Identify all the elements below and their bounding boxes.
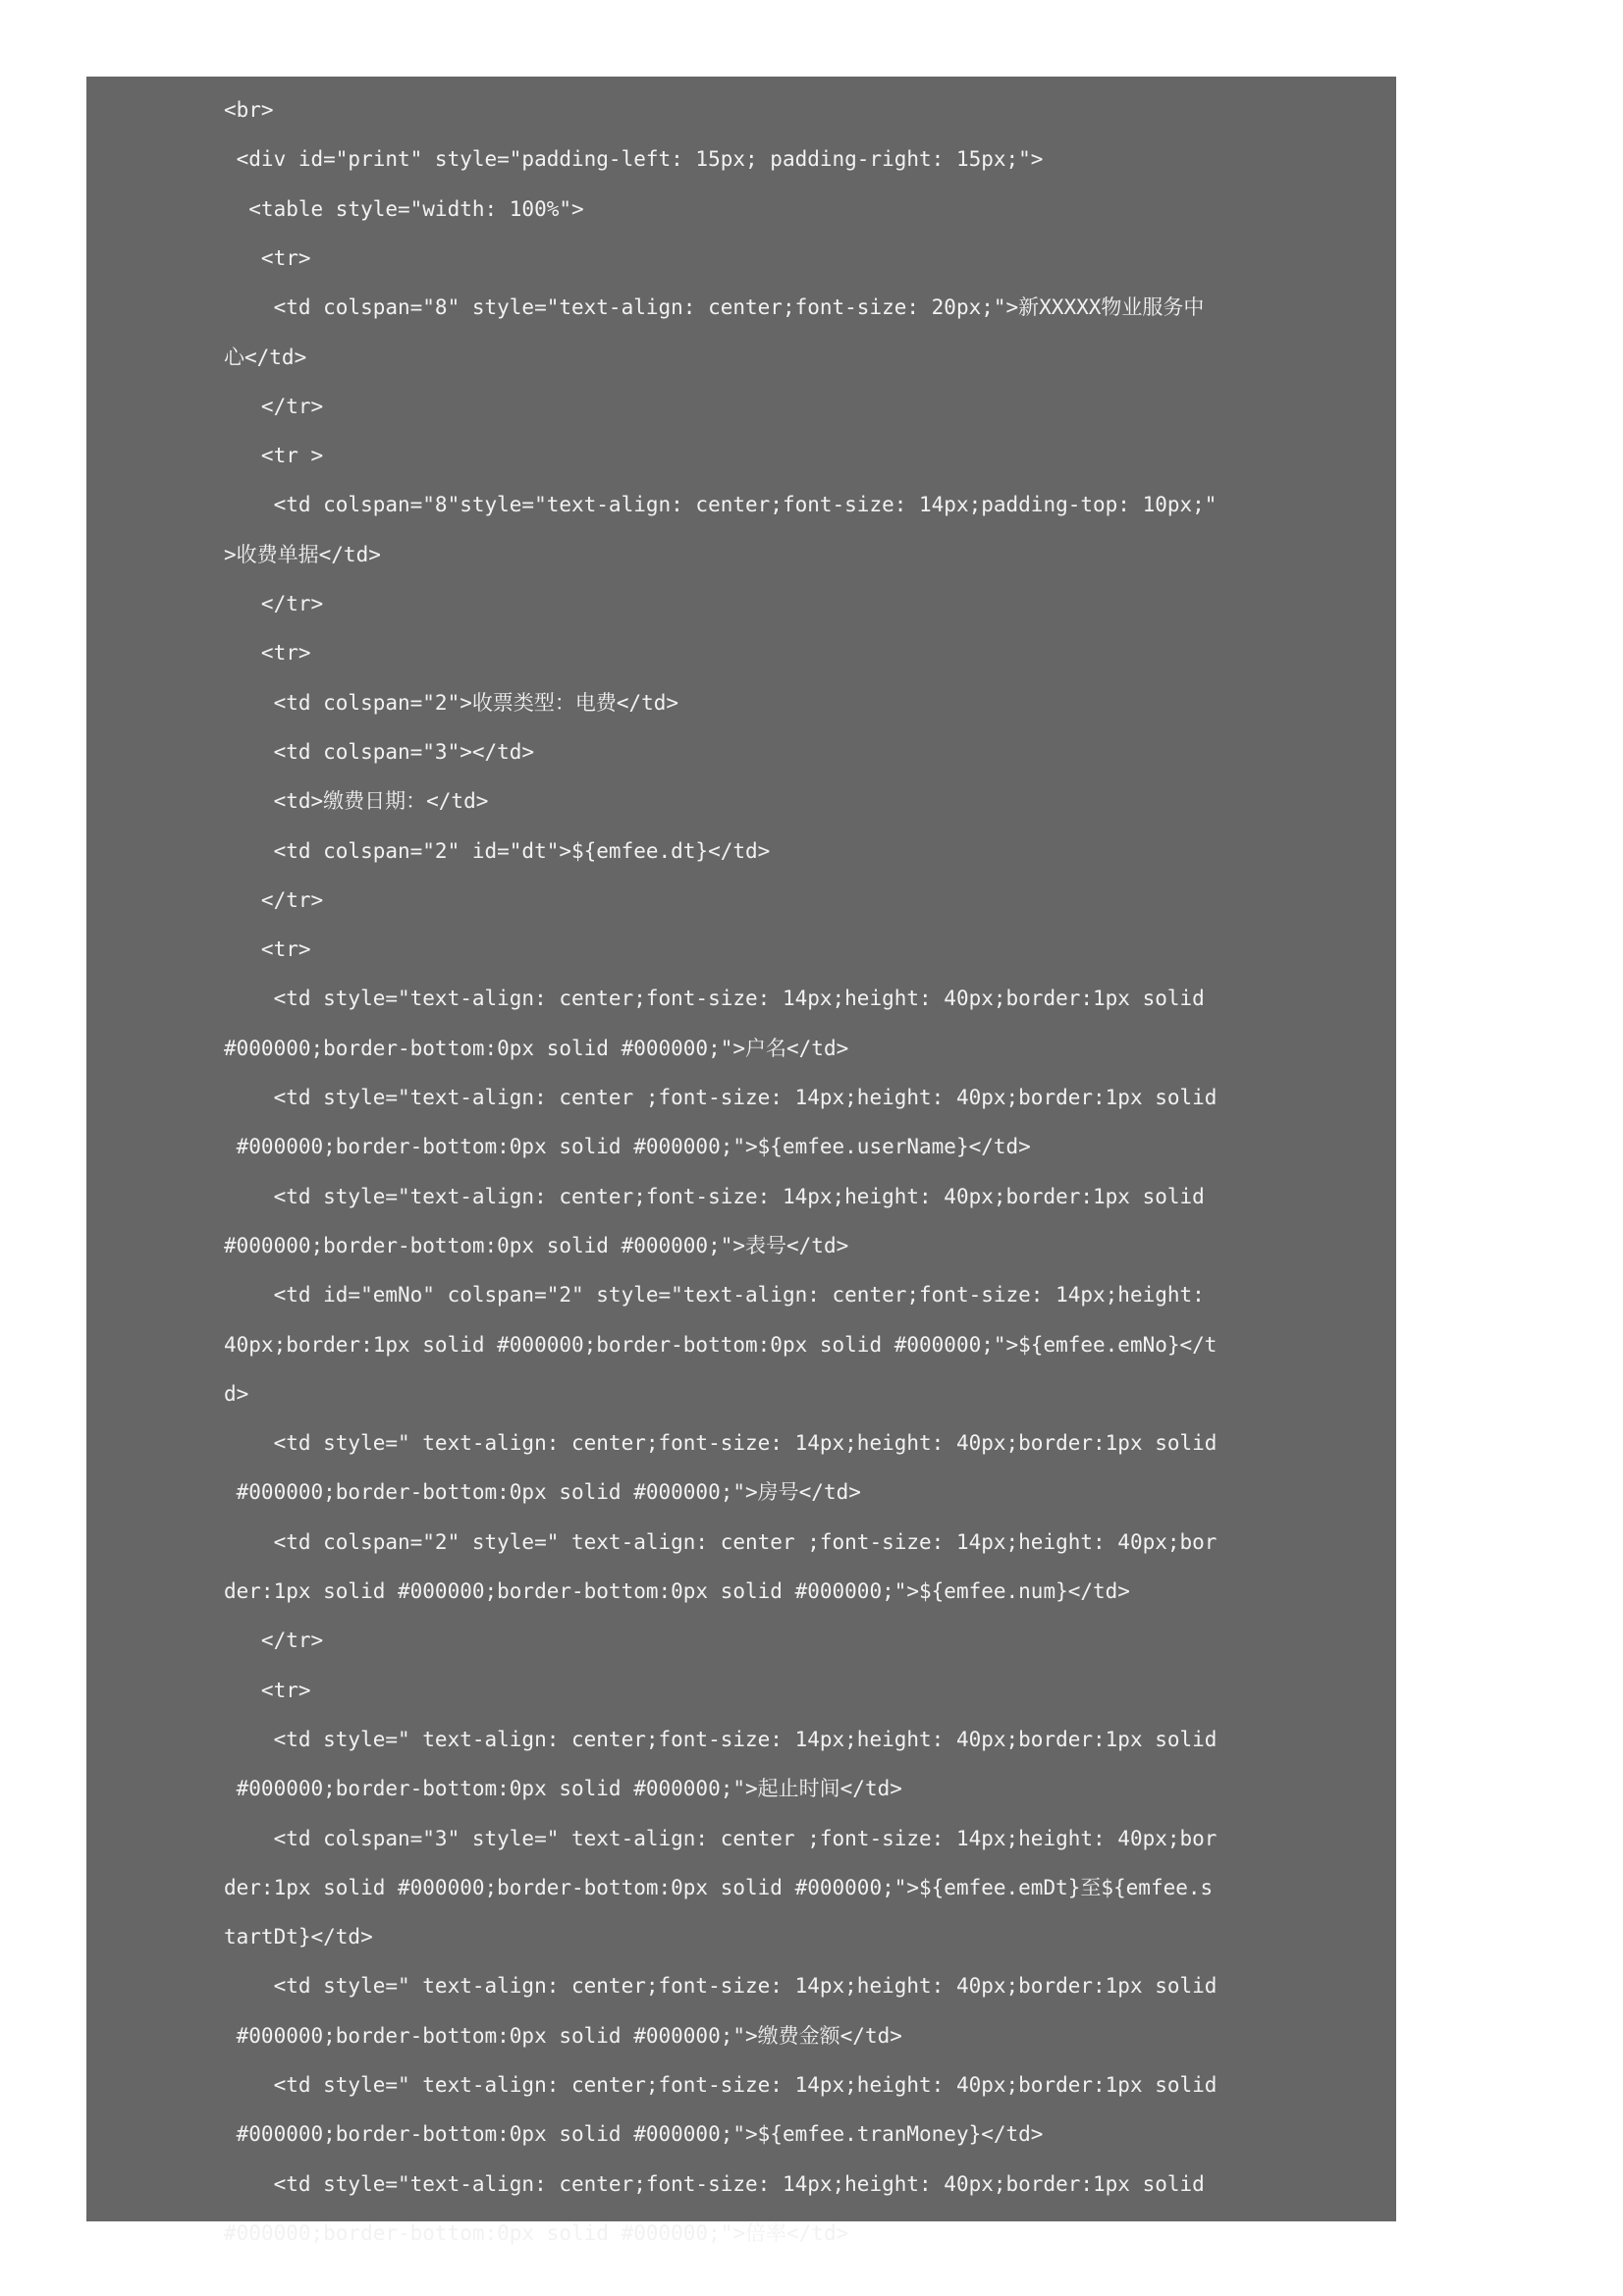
code-line: #000000;border-bottom:0px solid #000000;">缴费金额</td> — [224, 2024, 902, 2048]
code-block — [86, 77, 1396, 2245]
code-line: </tr> — [224, 592, 324, 615]
code-line: >收费单据</td> — [224, 543, 381, 566]
code-line: <td style=" text-align: center;font-size: 14px;height: 40px;border:1px solid — [224, 1974, 1217, 1998]
code-line: <td colspan="2" style=" text-align: center ;font-size: 14px;height: 40px;bor — [224, 1530, 1217, 1554]
code-line: #000000;border-bottom:0px solid #000000;">倍率</td> — [224, 2221, 849, 2245]
code-line: <td style="text-align: center ;font-size: 14px;height: 40px;border:1px solid — [224, 1086, 1217, 1109]
code-line: tartDt}</td> — [224, 1925, 373, 1949]
code-line: der:1px solid #000000;border-bottom:0px solid #000000;">${emfee.num}</td> — [224, 1579, 1130, 1603]
code-line: <td colspan="3" style=" text-align: center ;font-size: 14px;height: 40px;bor — [224, 1827, 1217, 1850]
code-line: #000000;border-bottom:0px solid #000000;">起止时间</td> — [224, 1777, 902, 1800]
code-line: <div id="print" style="padding-left: 15px; padding-right: 15px;"> — [224, 147, 1044, 171]
code-line: #000000;border-bottom:0px solid #000000;">${emfee.tranMoney}</td> — [224, 2122, 1044, 2146]
code-line: <td style=" text-align: center;font-size: 14px;height: 40px;border:1px solid — [224, 1728, 1217, 1751]
code-line: 心</td> — [224, 346, 307, 369]
code-line: <td colspan="2">收票类型：电费</td> — [224, 691, 679, 715]
code-line: </tr> — [224, 888, 324, 912]
code-line: <td style="text-align: center;font-size: 14px;height: 40px;border:1px solid — [224, 1185, 1205, 1208]
code-line: <br> — [224, 98, 274, 122]
code-line: <tr> — [224, 1679, 311, 1702]
code-line: 40px;border:1px solid #000000;border-bottom:0px solid #000000;">${emfee.emNo}</t — [224, 1333, 1217, 1357]
code-line: <td id="emNo" colspan="2" style="text-align: center;font-size: 14px;height: — [224, 1283, 1205, 1307]
code-line: <td colspan="3"></td> — [224, 740, 535, 764]
code-line: <td style=" text-align: center;font-size: 14px;height: 40px;border:1px solid — [224, 2073, 1217, 2097]
code-line: <td style=" text-align: center;font-size: 14px;height: 40px;border:1px solid — [224, 1431, 1217, 1455]
code-line: <tr> — [224, 641, 311, 665]
code-line: #000000;border-bottom:0px solid #000000;">表号</td> — [224, 1234, 849, 1257]
code-line: <td>缴费日期：</td> — [224, 789, 489, 813]
code-line: #000000;border-bottom:0px solid #000000;">房号</td> — [224, 1480, 861, 1504]
code-line: <tr> — [224, 246, 311, 270]
code-line: </tr> — [224, 395, 324, 418]
code-line: <td style="text-align: center;font-size: 14px;height: 40px;border:1px solid — [224, 2172, 1205, 2196]
code-line: <td colspan="8" style="text-align: center;font-size: 20px;">新XXXXX物业服务中 — [224, 295, 1205, 319]
code-line: <table style="width: 100%"> — [224, 197, 584, 221]
code-line: <td style="text-align: center;font-size: 14px;height: 40px;border:1px solid — [224, 987, 1205, 1010]
code-line: <tr> — [224, 937, 311, 961]
code-line: d> — [224, 1382, 249, 1406]
code-line: <td colspan="8"style="text-align: center;font-size: 14px;padding-top: 10px;" — [224, 493, 1217, 516]
code-line: <td colspan="2" id="dt">${emfee.dt}</td> — [224, 839, 771, 863]
code-line: #000000;border-bottom:0px solid #000000;">${emfee.userName}</td> — [224, 1135, 1031, 1158]
code-line: </tr> — [224, 1629, 324, 1652]
code-line: der:1px solid #000000;border-bottom:0px solid #000000;">${emfee.emDt}至${emfee.s — [224, 1876, 1214, 1899]
code-line: #000000;border-bottom:0px solid #000000;">户名</td> — [224, 1037, 849, 1060]
code-line: <tr > — [224, 444, 324, 467]
